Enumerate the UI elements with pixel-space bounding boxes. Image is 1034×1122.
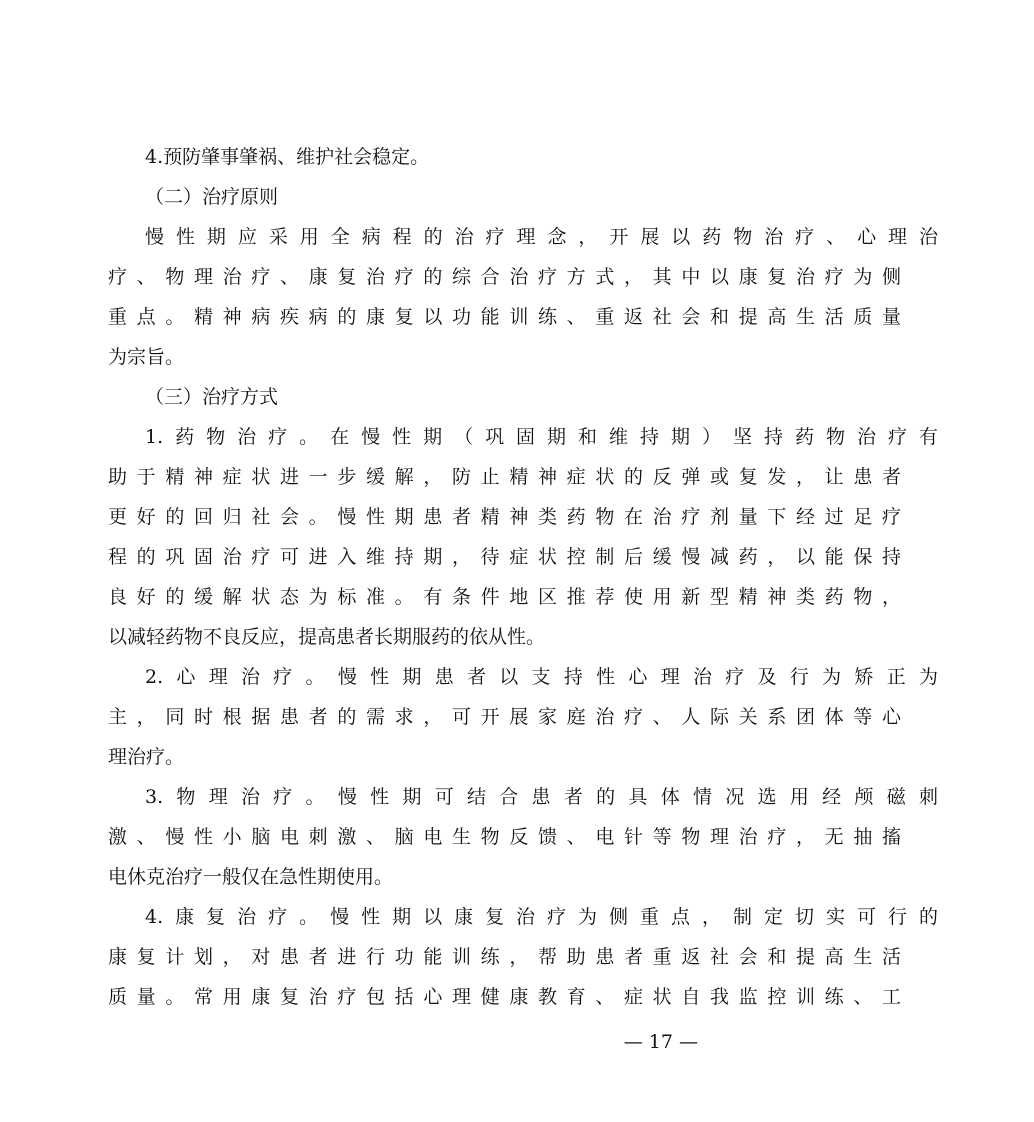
paragraph-line: 2.心理治疗。慢性期患者以支持性心理治疗及行为矫正为 xyxy=(145,666,938,688)
paragraph-line: 以减轻药物不良反应，提高患者长期服药的依从性。 xyxy=(108,626,546,648)
paragraph-line: 重点。精神病疾病的康复以功能训练、重返社会和提高生活质量 xyxy=(108,306,901,328)
paragraph-line: 康复计划，对患者进行功能训练，帮助患者重返社会和提高生活 xyxy=(108,946,901,968)
paragraph-line: 良好的缓解状态为标准。有条件地区推荐使用新型精神类药物， xyxy=(108,586,901,608)
paragraph-line: 慢性期应采用全病程的治疗理念，开展以药物治疗、心理治 xyxy=(145,226,938,248)
section-heading: （三）治疗方式 xyxy=(145,386,279,408)
paragraph-line: 质量。常用康复治疗包括心理健康教育、症状自我监控训练、工 xyxy=(108,986,901,1008)
section-heading: （二）治疗原则 xyxy=(145,186,279,208)
paragraph-line: 电休克治疗一般仅在急性期使用。 xyxy=(108,866,394,888)
paragraph-line: 程的巩固治疗可进入维持期，待症状控制后缓慢减药，以能保持 xyxy=(108,546,901,568)
paragraph-line: 3.物理治疗。慢性期可结合患者的具体情况选用经颅磁刺 xyxy=(145,786,938,808)
paragraph-line: 理治疗。 xyxy=(108,746,185,768)
page-number: — 17 — xyxy=(623,1031,698,1053)
paragraph-line: 为宗旨。 xyxy=(108,346,185,368)
paragraph-line: 4.预防肇事肇祸、维护社会稳定。 xyxy=(145,146,430,168)
paragraph-line: 助于精神症状进一步缓解，防止精神症状的反弹或复发，让患者 xyxy=(108,466,901,488)
paragraph-line: 4.康复治疗。慢性期以康复治疗为侧重点，制定切实可行的 xyxy=(145,906,938,928)
paragraph-line: 激、慢性小脑电刺激、脑电生物反馈、电针等物理治疗，无抽搐 xyxy=(108,826,901,848)
paragraph-line: 更好的回归社会。慢性期患者精神类药物在治疗剂量下经过足疗 xyxy=(108,506,901,528)
paragraph-line: 主，同时根据患者的需求，可开展家庭治疗、人际关系团体等心 xyxy=(108,706,901,728)
paragraph-line: 1.药物治疗。在慢性期（巩固期和维持期）坚持药物治疗有 xyxy=(145,426,938,448)
paragraph-line: 疗、物理治疗、康复治疗的综合治疗方式，其中以康复治疗为侧 xyxy=(108,266,901,288)
